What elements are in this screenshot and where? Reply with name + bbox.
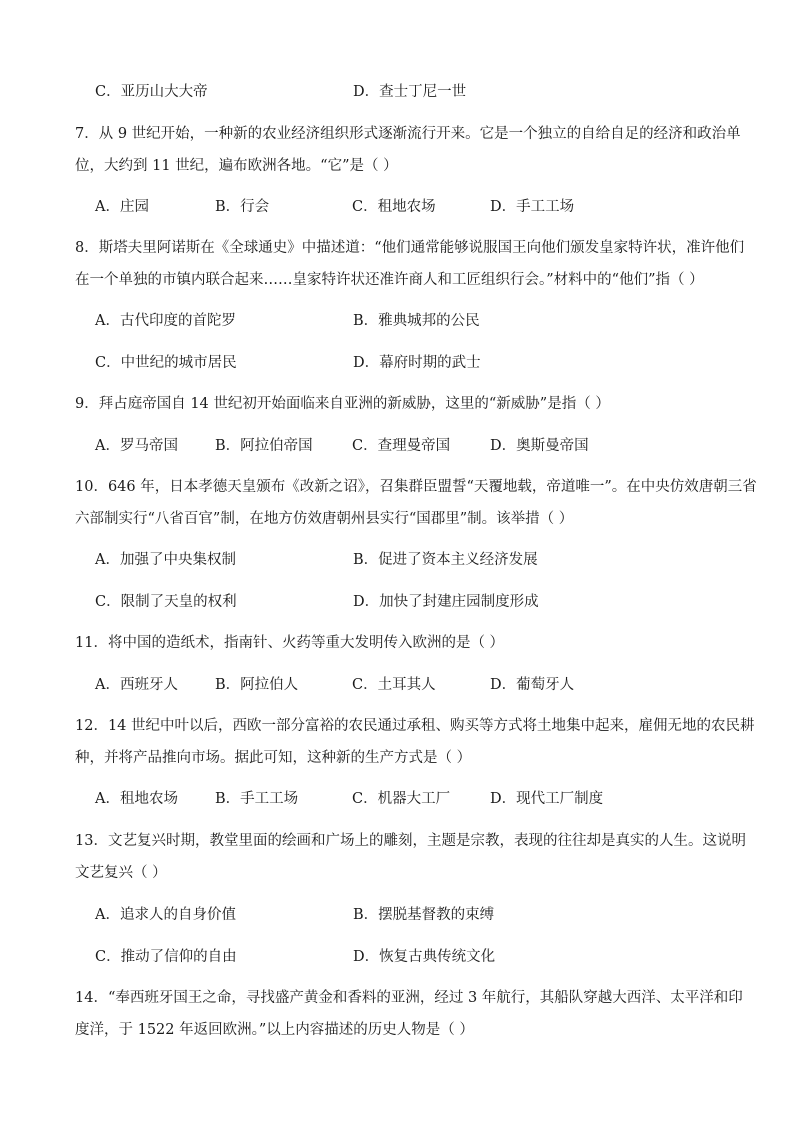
option-a: A．古代印度的首陀罗: [95, 313, 236, 329]
option-b: B．促进了资本主义经济发展: [353, 552, 538, 568]
question-7: [75, 118, 741, 182]
option-a: A．西班牙人: [95, 677, 178, 693]
option-d: D．幕府时期的武士: [353, 355, 481, 371]
question-10-options-row-2: [0, 590, 794, 614]
question-12-line-2: 种，并将产品推向市场。据此可知，这种新的生产方式是（ ）: [75, 750, 472, 766]
question-8-options-row-2: [0, 351, 794, 375]
question-12: [75, 710, 755, 774]
option-d: D．恢复古典传统文化: [353, 949, 496, 965]
question-8: [75, 232, 745, 296]
q6-options: [0, 80, 794, 104]
option-b: B．手工工场: [215, 791, 299, 807]
question-10-line-1: 10．646 年，日本孝德天皇颁布《改新之诏》，召集群臣盟誓“天覆地载，帝道唯一”。在中央仿效唐朝三省: [75, 479, 757, 495]
option-a: A．罗马帝国: [95, 438, 178, 454]
option-c: C．土耳其人: [352, 677, 436, 693]
option-b: B．摆脱基督教的束缚: [353, 907, 495, 923]
question-12-line-1: 12．14 世纪中叶以后，西欧一部分富裕的农民通过承租、购买等方式将土地集中起来，雇佣无地的农民耕: [75, 718, 755, 734]
option-c: C．查理曼帝国: [352, 438, 451, 454]
option-c: C．限制了天皇的权利: [95, 594, 237, 610]
option-a: A．追求人的自身价值: [95, 907, 236, 923]
question-7-line-2: 位，大约到 11 世纪，遍布欧洲各地。“它”是（ ）: [75, 158, 398, 174]
question-9-line-1: 9．拜占庭帝国自 14 世纪初开始面临来自亚洲的新威胁，这里的“新威胁”是指（ ）: [75, 396, 610, 412]
question-9: [75, 388, 735, 420]
question-13-options-row-2: [0, 945, 794, 969]
option-c: C．租地农场: [352, 199, 436, 215]
option-d: D．加快了封建庄园制度形成: [353, 594, 539, 610]
option-a: A．租地农场: [95, 791, 178, 807]
question-13-line-1: 13．文艺复兴时期，教堂里面的绘画和广场上的雕刻，主题是宗教，表现的往往却是真实的人生。这说明: [75, 833, 746, 849]
question-8-line-2: 在一个单独的市镇内联合起来……皇家特许状还准许商人和工匠组织行会。”材料中的“他们”指（ ）: [75, 272, 704, 288]
question-8-line-1: 8．斯塔夫里阿诺斯在《全球通史》中描述道：“他们通常能够说服国王向他们颁发皇家特许状，准许他们: [75, 240, 745, 256]
question-10: [75, 471, 757, 535]
question-13-line-2: 文艺复兴（ ）: [75, 865, 167, 881]
option-d: D．现代工厂制度: [490, 791, 604, 807]
question-7-options: [0, 195, 794, 219]
option-b: B．雅典城邦的公民: [353, 313, 480, 329]
question-10-options-row-1: [0, 548, 794, 572]
option-a: A．庄园: [95, 199, 149, 215]
question-14-line-2: 度洋，于 1522 年返回欧洲。”以上内容描述的历史人物是（ ）: [75, 1022, 474, 1038]
option-d: D．手工工场: [490, 199, 575, 215]
question-14: [75, 982, 743, 1046]
question-13-options-row-1: [0, 903, 794, 927]
option-d: D．葡萄牙人: [490, 677, 575, 693]
option-b: B．阿拉伯帝国: [215, 438, 313, 454]
question-7-line-1: 7．从 9 世纪开始，一种新的农业经济组织形式逐渐流行开来。它是一个独立的自给自足的经济和政治单: [75, 126, 741, 142]
option-a: A．加强了中央集权制: [95, 552, 236, 568]
option-d: D．奥斯曼帝国: [490, 438, 589, 454]
option-d: D．查士丁尼一世: [353, 84, 467, 100]
question-12-options: [0, 787, 794, 811]
question-11: [75, 627, 735, 659]
option-c: C．推动了信仰的自由: [95, 949, 237, 965]
option-b: B．行会: [215, 199, 270, 215]
option-c: C．中世纪的城市居民: [95, 355, 237, 371]
question-11-line-1: 11．将中国的造纸术，指南针、火药等重大发明传入欧洲的是（ ）: [75, 635, 505, 651]
question-10-line-2: 六部制实行“八省百官”制，在地方仿效唐朝州县实行“国郡里”制。该举措（ ）: [75, 511, 574, 527]
question-13: [75, 825, 746, 889]
question-11-options: [0, 673, 794, 697]
option-c: C．亚历山大大帝: [95, 84, 208, 100]
question-8-options-row-1: [0, 309, 794, 333]
option-c: C．机器大工厂: [352, 791, 451, 807]
question-14-line-1: 14．“奉西班牙国王之命，寻找盛产黄金和香料的亚洲，经过 3 年航行，其船队穿越大西洋、太平洋和印: [75, 990, 743, 1006]
option-b: B．阿拉伯人: [215, 677, 299, 693]
question-9-options: [0, 434, 794, 458]
